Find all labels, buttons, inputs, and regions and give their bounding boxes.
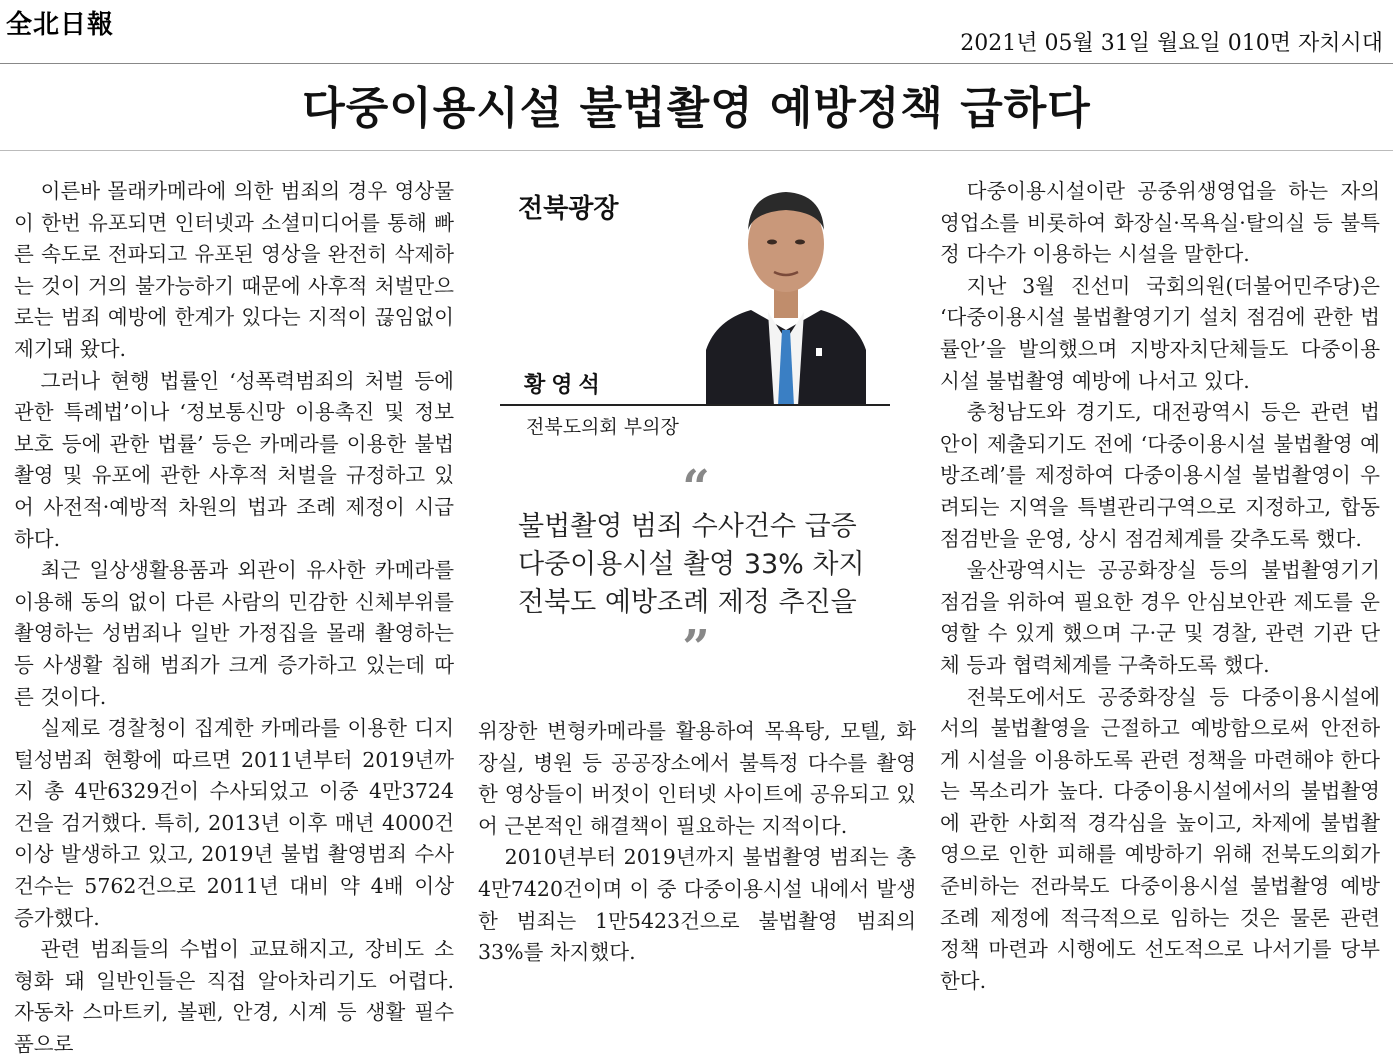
column-label xyxy=(518,188,618,225)
author-name: 황영석 xyxy=(524,373,606,398)
paragraph: 충청남도와 경기도, 대전광역시 등은 관련 법안이 제출되기도 전에 ‘다중이용시설 불법촬영 예방조례’를 제정하여 다중이용시설 불법촬영이 우려되는 지역을 특별관리구역으로 지정하고, 합동점검반을 운영, 상시 점검체계를 갖추도록 했다. xyxy=(940,400,1380,551)
article-column-3 xyxy=(940,176,1380,997)
headline-divider xyxy=(0,150,1393,151)
top-divider xyxy=(0,63,1393,64)
author-title: 전북도의회 부의장 xyxy=(526,416,679,438)
open-quote-icon: “ xyxy=(682,460,710,516)
paragraph: 다중이용시설이란 공중위생영업을 하는 자의 영업소를 비롯하여 화장실·목욕실·탈의실 등 불특정 다수가 이용하는 시설을 말한다. xyxy=(940,179,1380,267)
paragraph: 2010년부터 2019년까지 불법촬영 범죄는 총 4만7420건이며 이 중 다중이용시설 내에서 발생한 범죄는 1만5423건으로 불법촬영 범죄의 33%를 차지했다. xyxy=(478,845,916,965)
article-headline: 다중이용시설 불법촬영 예방정책 급하다 xyxy=(302,83,1091,134)
paragraph: 지난 3월 진선미 국회의원(더불어민주당)은 ‘다중이용시설 불법촬영기기 설치 점검에 관한 법률안’을 발의했으며 지방자치단체들도 다중이용시설 불법촬영 예방에 나서고 있다. xyxy=(940,273,1380,393)
paragraph: 최근 일상생활용품과 외관이 유사한 카메라를 이용해 동의 없이 다른 사람의 민감한 신체부위를 촬영하는 성범죄나 일반 가정집을 몰래 촬영하는 등 사생활 침해 범죄가 크게 증가하고 있는데 따른 것이다. xyxy=(14,558,454,709)
pull-quote-line: 전북도 예방조례 제정 추진을 xyxy=(518,587,857,618)
close-quote-icon: ” xyxy=(682,620,710,676)
column-label-prefix: 전북 xyxy=(518,194,569,224)
portrait-photo-icon xyxy=(706,180,866,406)
author-portrait-photo xyxy=(706,180,866,406)
paragraph: 실제로 경찰청이 집계한 카메라를 이용한 디지털성범죄 현황에 따르면 2011년부터 2019년까지 총 4만6329건이 수사되었고 이중 4만3724건을 검거했다. 특히, 2013년 이후 매년 4000건 이상 발생하고 있고, 2019년 불법 촬영범죄 수사건수는 5762건으로 2011년 대비 약 4배 이상 증가했다. xyxy=(14,716,454,930)
pull-quote-line: 불법촬영 범죄 수사건수 급증 xyxy=(518,511,857,542)
pull-quote-line: 다중이용시설 촬영 33% 차지 xyxy=(518,549,865,580)
byline-divider xyxy=(500,404,890,406)
paragraph: 그러나 현행 법률인 ‘성폭력범죄의 처벌 등에 관한 특례법’이나 ‘정보통신망 이용촉진 및 정보보호 등에 관한 법률’ 등은 카메라를 이용한 불법촬영 및 유포에 관한 사후적 처벌을 규정하고 있어 사전적·예방적 차원의 법과 조례 제정이 시급하다. xyxy=(14,368,454,551)
paragraph: 위장한 변형카메라를 활용하여 목욕탕, 모텔, 화장실, 병원 등 공공장소에서 불특정 다수를 촬영한 영상들이 버젓이 인터넷 사이트에 공유되고 있어 근본적인 해결책이 필요하는 지적이다. xyxy=(478,719,916,838)
newspaper-masthead: 全北日報 xyxy=(6,10,115,40)
paragraph: 이른바 몰래카메라에 의한 범죄의 경우 영상물이 한번 유포되면 인터넷과 소셜미디어를 통해 빠른 속도로 전파되고 유포된 영상을 완전히 삭제하는 것이 거의 불가능하기 때문에 사후적 처벌만으로는 범죄 예방에 한계가 있다는 지적이 끊임없이 제기돼 왔다. xyxy=(14,179,454,361)
column-label-accent: 광장 xyxy=(568,194,619,224)
pull-quote xyxy=(518,508,878,622)
issue-dateline: 2021년 05월 31일 월요일 010면 자치시대 xyxy=(960,31,1383,56)
paragraph: 관련 범죄들의 수법이 교묘해지고, 장비도 소형화 돼 일반인들은 직접 알아차리기도 어렵다. 자동차 스마트키, 볼펜, 안경, 시계 등 생활 필수품으로 xyxy=(14,937,454,1057)
paragraph: 울산광역시는 공공화장실 등의 불법촬영기기 점검을 위하여 필요한 경우 안심보안관 제도를 운영할 수 있게 했으며 구·군 및 경찰, 관련 기관 단체 등과 협력체계를 구축하도록 했다. xyxy=(940,558,1380,677)
paragraph: 전북도에서도 공중화장실 등 다중이용시설에서의 불법촬영을 근절하고 예방함으로써 안전하게 시설을 이용하도록 관련 정책을 마련해야 한다는 목소리가 높다. 다중이용시설에서의 불법촬영에 관한 사회적 경각심을 높이고, 차제에 불법촬영으로 인한 피해를 예방하기 위해 전북도의회가 준비하는 전라북도 다중이용시설 불법촬영 예방 조례 제정에 적극적으로 임하는 것은 물론 관련 정책 마련과 시행에도 선도적으로 나서기를 당부한다. xyxy=(940,684,1380,993)
article-column-1 xyxy=(14,176,454,1061)
article-column-2 xyxy=(478,716,916,969)
